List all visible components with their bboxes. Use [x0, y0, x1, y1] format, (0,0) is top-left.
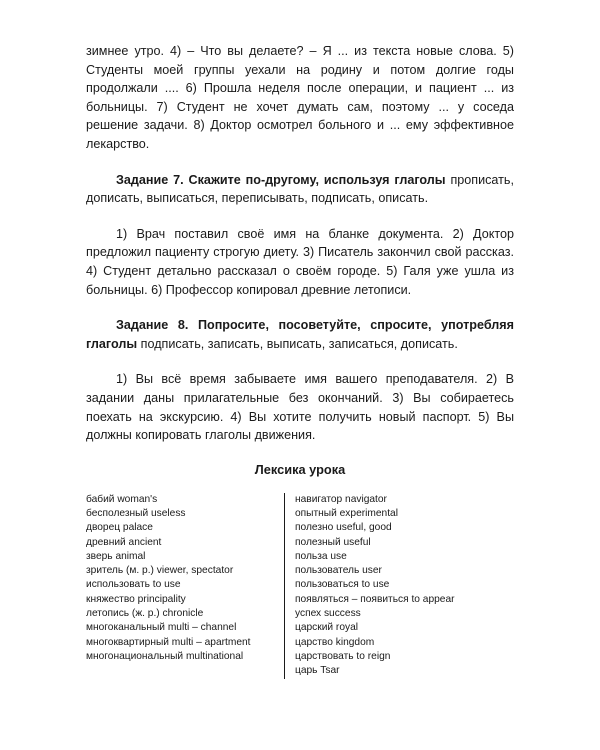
vocab-item: полезный useful	[295, 536, 371, 548]
task8-body: 1) Вы всё время забываете имя вашего преподавателя. 2) В задании даны прилагательные без окончаний. 3) Вы собираетесь поехать на экскурсию. 4) Вы хотите получить новый паспорт. 5) Вы должны копировать глаголы движения.	[86, 372, 514, 443]
vocab-item: пользоваться to use	[295, 579, 390, 591]
task8-verbs: подписать, записать, выписать, записаться, дописать.	[137, 336, 458, 351]
vocab-item: царствовать to reign	[295, 650, 391, 662]
vocab-item: использовать to use	[86, 579, 181, 591]
vocab-item: полезно useful, good	[295, 522, 392, 534]
vocab-item: летопись (ж. р.) chronicle	[86, 608, 204, 620]
vocab-item: многоканальный multi – channel	[86, 622, 237, 634]
vocab-item: царь Tsar	[295, 665, 340, 677]
vocab-item: бесполезный useless	[86, 507, 186, 519]
vocab-item: появляться – появиться to appear	[295, 593, 455, 605]
vocab-item: многонациональный multinational	[86, 650, 244, 662]
vocab-item: дворец palace	[86, 522, 153, 534]
task7-verbs: прописать, дописать, выписаться, переписывать, подписать, описать.	[86, 172, 514, 206]
vocabulary-title: Лексика урока	[254, 461, 346, 477]
vocab-item: многоквартирный multi – apartment	[86, 636, 251, 648]
vocab-item: зритель (м. р.) viewer, spectator	[86, 565, 234, 577]
vocab-item: бабий woman's	[86, 493, 158, 505]
vocab-item: княжество principality	[86, 593, 186, 605]
vocab-item: древний ancient	[86, 536, 162, 548]
task7-instruction	[86, 171, 514, 208]
vocab-item: зверь animal	[86, 550, 146, 562]
intro-paragraph: зимнее утро. 4) – Что вы делаете? – Я ... из текста новые слова. 5) Студенты моей группы уехали на родину и потом долгие годы продолжали .... 6) Прошла неделя после операции, и пациент ... из больницы. 7) Студент не хочет думать сам, поэтому ... у соседа решение задачи. 8) Доктор осмотрел больного и ... ему эффективное лекарство.	[86, 44, 514, 151]
vocab-item: царство kingdom	[295, 636, 375, 648]
vocab-item: пользователь user	[295, 565, 382, 577]
vocabulary-left-column	[86, 493, 286, 679]
vocab-item: царский royal	[295, 622, 359, 634]
vocab-item: польза use	[295, 550, 347, 562]
task8-heading: Задание 8. Попросите, посоветуйте, спросите, употребляя глаголы	[86, 318, 514, 351]
vocab-item: успех success	[295, 608, 361, 620]
vocab-item: навигатор navigator	[295, 493, 387, 505]
task7-body: 1) Врач поставил своё имя на бланке документа. 2) Доктор предложил пациенту строгую диету. 3) Писатель закончил свой рассказ. 4) Студент детально рассказал о своём городе. 5) Галя уже ушла из больницы. 6) Профессор копировал древние летописи.	[86, 226, 514, 297]
task8-instruction	[86, 316, 514, 353]
vocabulary-right-column	[284, 493, 495, 679]
vocabulary-table	[86, 493, 514, 679]
vocab-item: опытный experimental	[295, 507, 398, 519]
task7-heading: Задание 7. Скажите по-другому, используя глаголы	[116, 172, 446, 187]
